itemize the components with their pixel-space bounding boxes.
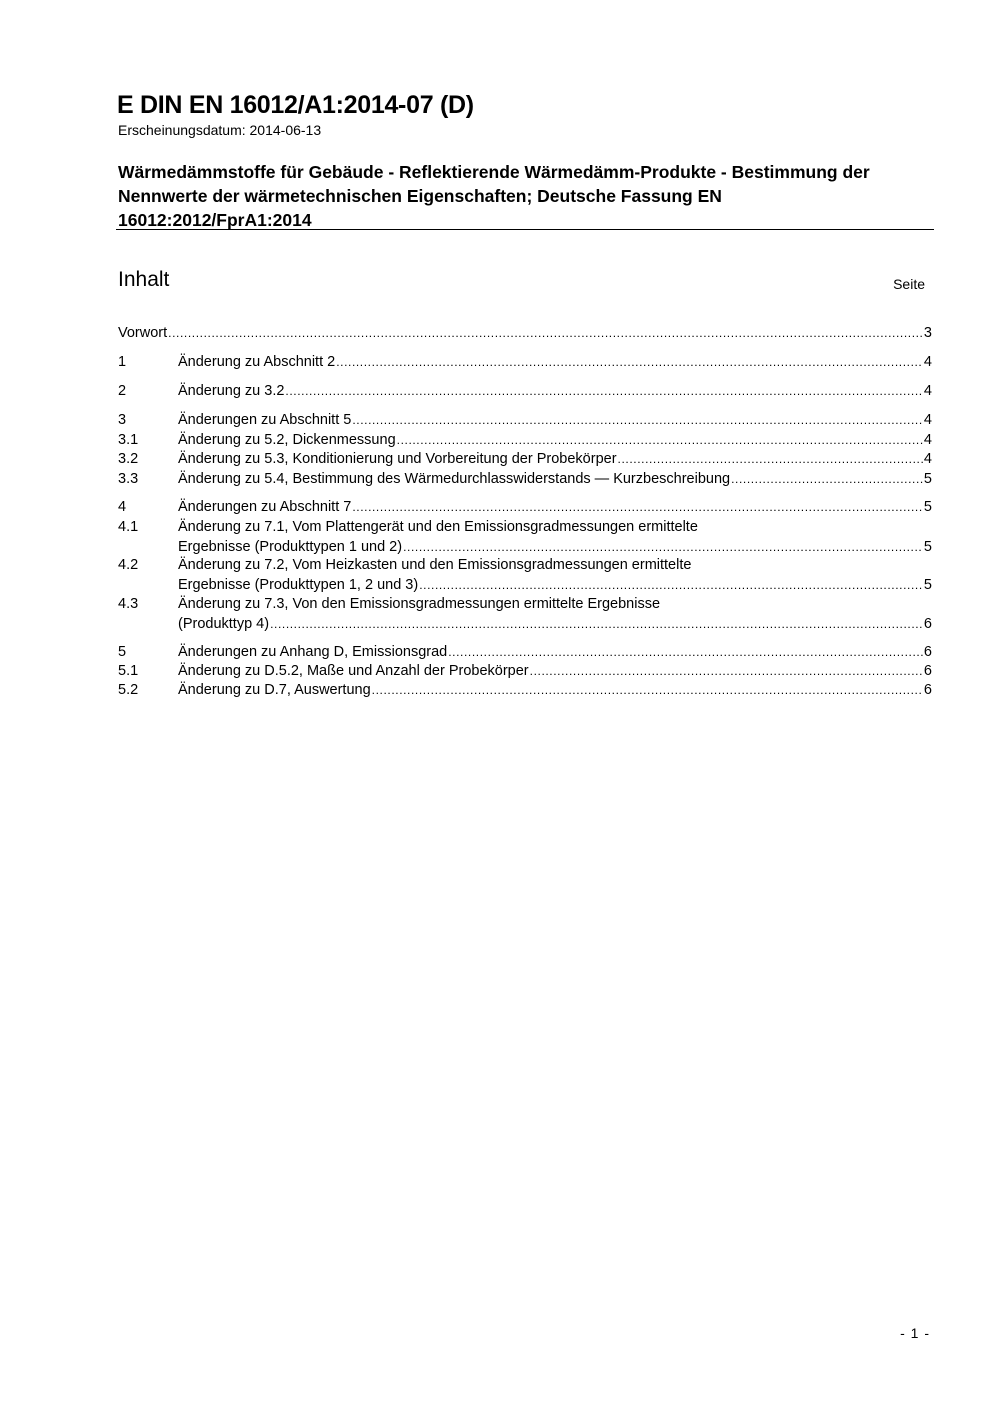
toc-entry-page: 5 — [923, 499, 932, 515]
toc-entry-title: Änderung zu 5.3, Konditionierung und Vorbereitung der Probekörper — [178, 451, 617, 467]
toc-entry[interactable] — [118, 643, 932, 663]
toc-entry-page: 4 — [923, 354, 932, 370]
toc-entry[interactable] — [118, 556, 932, 595]
document-title: Wärmedämmstoffe für Gebäude - Reflektierende Wärmedämm-Produkte - Bestimmung der Nennwerte der wärmetechnischen Eigenschaften; Deutsche Fassung EN 16012:2012/FprA1:2014 — [118, 162, 870, 230]
toc-entry-number: 4.3 — [118, 596, 139, 612]
toc-entry-title: Änderung zu D.7, Auswertung — [178, 682, 371, 698]
toc-leader-dots — [403, 538, 923, 558]
toc-entry[interactable] — [118, 431, 932, 451]
toc-entry-page: 4 — [923, 432, 932, 448]
toc-entry[interactable] — [118, 411, 932, 431]
toc-entry-page: 6 — [923, 615, 932, 632]
toc-entry[interactable] — [118, 498, 932, 518]
toc-entry-title: Änderungen zu Abschnitt 5 — [178, 412, 352, 428]
toc-entry-title: Änderungen zu Abschnitt 7 — [178, 499, 352, 515]
toc-leader-dots — [731, 470, 923, 490]
toc-entry-number: 5.2 — [118, 682, 139, 698]
toc-entry-number: 3.1 — [118, 432, 139, 448]
toc-entry-number: 5 — [118, 644, 127, 660]
toc-entry-page: 6 — [923, 644, 932, 660]
toc-leader-dots — [448, 643, 923, 663]
toc-leader-dots — [372, 681, 923, 701]
page-number: - 1 - — [900, 1325, 930, 1341]
toc-entry-title: Änderung zu Abschnitt 2 — [178, 354, 336, 370]
title-rule — [116, 229, 934, 230]
toc-entry-number: 3 — [118, 412, 127, 428]
toc-entry-number: 1 — [118, 354, 127, 370]
toc-entry-title: Ergebnisse (Produkttypen 1 und 2) — [178, 538, 403, 555]
toc-entry-page: 4 — [923, 383, 932, 399]
toc-entry[interactable] — [118, 518, 932, 557]
toc-entry-page: 5 — [923, 471, 932, 487]
toc-entry-number: 4.2 — [118, 557, 139, 573]
toc-leader-dots — [352, 498, 923, 518]
toc-entry-number: 3.3 — [118, 471, 139, 487]
toc-entry-number: 3.2 — [118, 451, 139, 467]
toc-heading: Inhalt — [118, 268, 170, 291]
toc-entry-page: 4 — [923, 412, 932, 428]
toc-leader-dots — [618, 450, 923, 470]
toc-entry-page: 4 — [923, 451, 932, 467]
toc-page-label: Seite — [893, 276, 925, 292]
toc-leader-dots — [270, 615, 923, 635]
toc-entry[interactable] — [118, 382, 932, 402]
toc-entry-title: Änderung zu 3.2 — [178, 383, 285, 399]
toc-leader-dots — [419, 576, 923, 596]
toc-leader-dots — [168, 324, 923, 344]
toc-leader-dots — [336, 353, 923, 373]
toc-leader-dots — [285, 382, 923, 402]
toc-entry[interactable] — [118, 470, 932, 490]
toc-entry-number: 2 — [118, 383, 127, 399]
toc-leader-dots — [397, 431, 923, 451]
toc-leader-dots — [530, 662, 923, 682]
toc-entry-page: 6 — [923, 663, 932, 679]
publication-date: Erscheinungsdatum: 2014-06-13 — [118, 122, 322, 138]
toc-entry-number: 5.1 — [118, 663, 139, 679]
toc-entry[interactable] — [118, 450, 932, 470]
toc-entry-page: 5 — [923, 538, 932, 555]
toc-entry-title: Ergebnisse (Produkttypen 1, 2 und 3) — [178, 576, 419, 593]
toc-entry[interactable] — [118, 324, 932, 344]
toc-entry[interactable] — [118, 662, 932, 682]
toc-entry-title: (Produkttyp 4) — [178, 615, 270, 632]
toc-entry-title: Änderung zu 5.4, Bestimmung des Wärmedurchlasswiderstands — Kurzbeschreibung — [178, 471, 731, 487]
toc-entry-title: Vorwort — [118, 325, 168, 341]
toc-entry-title: Änderungen zu Anhang D, Emissionsgrad — [178, 644, 448, 660]
toc-entry-title: Änderung zu 7.2, Vom Heizkasten und den Emissionsgradmessungen ermittelte — [178, 557, 692, 573]
toc-entry[interactable] — [118, 595, 932, 634]
toc-entry-number: 4.1 — [118, 519, 139, 535]
toc-leader-dots — [352, 411, 923, 431]
toc-entry-title: Änderung zu 7.1, Vom Plattengerät und den Emissionsgradmessungen ermittelte — [178, 519, 698, 535]
toc-entry-title: Änderung zu D.5.2, Maße und Anzahl der Probekörper — [178, 663, 529, 679]
toc-entry-title: Änderung zu 7.3, Von den Emissionsgradmessungen ermittelte Ergebnisse — [178, 596, 661, 612]
toc-entry[interactable] — [118, 681, 932, 701]
toc-entry-number: 4 — [118, 499, 127, 515]
toc-entry-page: 6 — [923, 682, 932, 698]
toc-entry-title: Änderung zu 5.2, Dickenmessung — [178, 432, 396, 448]
toc-entry[interactable] — [118, 353, 932, 373]
toc-entry-page: 3 — [923, 325, 932, 341]
document-id: E DIN EN 16012/A1:2014-07 (D) — [117, 91, 474, 119]
toc-entry-page: 5 — [923, 576, 932, 593]
